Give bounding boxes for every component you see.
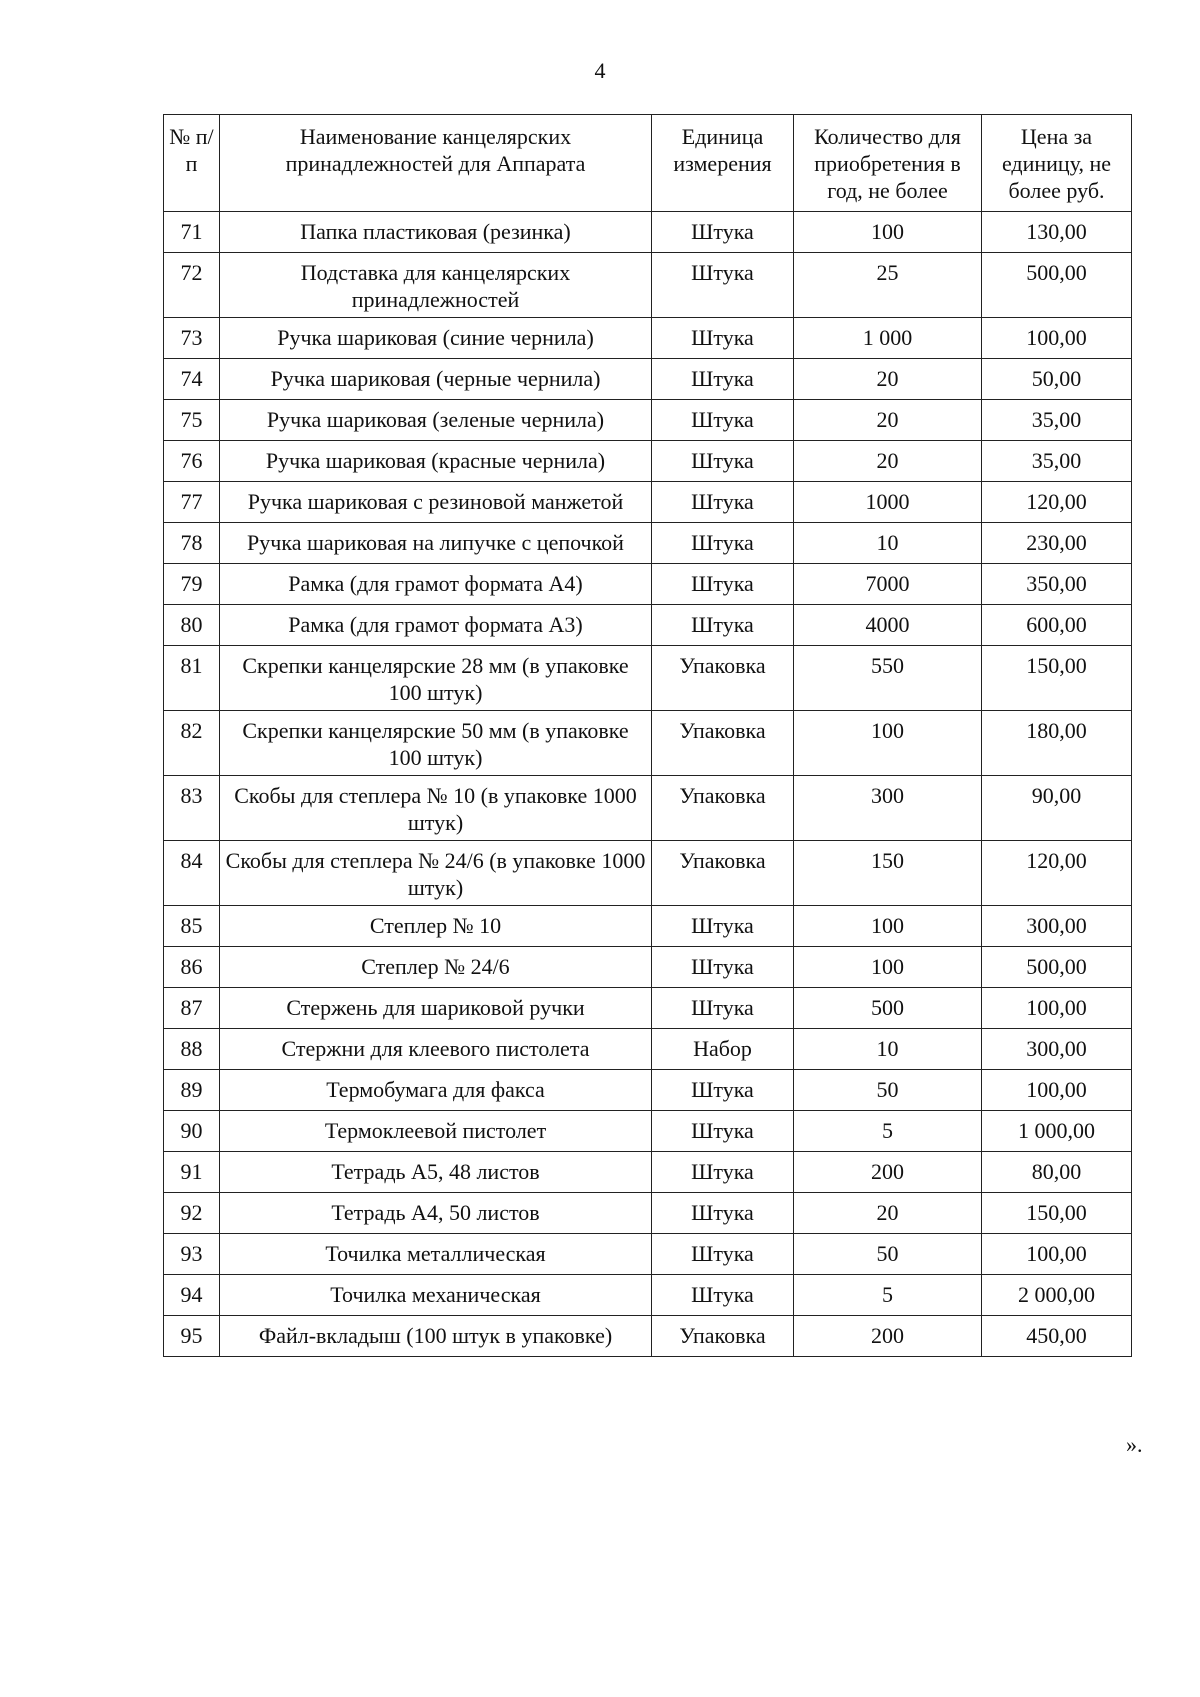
table-row [164,359,1132,400]
cell-unit: Штука [652,1070,794,1111]
cell-name: Ручка шариковая (зеленые чернила) [220,400,652,441]
cell-qty: 550 [794,646,982,711]
cell-name: Степлер № 24/6 [220,947,652,988]
cell-price: 600,00 [982,605,1132,646]
cell-name: Подставка для канцелярских принадлежностей [220,253,652,318]
cell-name: Термоклеевой пистолет [220,1111,652,1152]
cell-qty: 50 [794,1234,982,1275]
cell-qty: 10 [794,523,982,564]
cell-num: 79 [164,564,220,605]
cell-num: 74 [164,359,220,400]
cell-qty: 100 [794,906,982,947]
cell-unit: Штука [652,482,794,523]
header-price: Цена за единицу, не более руб. [982,115,1132,212]
cell-num: 88 [164,1029,220,1070]
cell-price: 450,00 [982,1316,1132,1357]
cell-unit: Штука [652,400,794,441]
cell-name: Стержень для шариковой ручки [220,988,652,1029]
closing-quote: ». [1126,1432,1143,1457]
cell-qty: 100 [794,711,982,776]
cell-qty: 100 [794,212,982,253]
table-row [164,400,1132,441]
cell-name: Файл-вкладыш (100 штук в упаковке) [220,1316,652,1357]
cell-name: Тетрадь А4, 50 листов [220,1193,652,1234]
table-row [164,212,1132,253]
cell-price: 100,00 [982,318,1132,359]
table-row [164,441,1132,482]
table-row [164,1152,1132,1193]
cell-unit: Штука [652,212,794,253]
cell-qty: 20 [794,400,982,441]
cell-name: Стержни для клеевого пистолета [220,1029,652,1070]
cell-name: Скобы для степлера № 24/6 (в упаковке 1000 штук) [220,841,652,906]
table-row [164,564,1132,605]
cell-unit: Штука [652,318,794,359]
cell-unit: Штука [652,988,794,1029]
cell-price: 150,00 [982,1193,1132,1234]
cell-qty: 4000 [794,605,982,646]
cell-price: 300,00 [982,1029,1132,1070]
cell-num: 78 [164,523,220,564]
header-num: № п/п [164,115,220,212]
cell-num: 95 [164,1316,220,1357]
cell-num: 89 [164,1070,220,1111]
cell-price: 350,00 [982,564,1132,605]
cell-unit: Штука [652,253,794,318]
table-row [164,906,1132,947]
cell-price: 130,00 [982,212,1132,253]
cell-qty: 5 [794,1111,982,1152]
table-row [164,776,1132,841]
cell-unit: Штука [652,1111,794,1152]
stationery-table [163,114,1132,1357]
cell-num: 86 [164,947,220,988]
cell-name: Точилка металлическая [220,1234,652,1275]
cell-price: 100,00 [982,1070,1132,1111]
cell-num: 84 [164,841,220,906]
cell-num: 80 [164,605,220,646]
cell-qty: 20 [794,359,982,400]
cell-name: Скрепки канцелярские 28 мм (в упаковке 100 штук) [220,646,652,711]
cell-num: 94 [164,1275,220,1316]
cell-qty: 1000 [794,482,982,523]
cell-qty: 20 [794,1193,982,1234]
cell-name: Ручка шариковая (синие чернила) [220,318,652,359]
table-row [164,482,1132,523]
table-body [164,212,1132,1357]
cell-name: Термобумага для факса [220,1070,652,1111]
table-row [164,988,1132,1029]
cell-unit: Штука [652,1275,794,1316]
header-qty: Количество для приобретения в год, не более [794,115,982,212]
cell-name: Ручка шариковая (черные чернила) [220,359,652,400]
cell-qty: 25 [794,253,982,318]
cell-unit: Штука [652,523,794,564]
cell-qty: 7000 [794,564,982,605]
cell-num: 83 [164,776,220,841]
cell-qty: 200 [794,1152,982,1193]
cell-num: 91 [164,1152,220,1193]
table-row [164,711,1132,776]
cell-name: Ручка шариковая на липучке с цепочкой [220,523,652,564]
table-row [164,1275,1132,1316]
cell-unit: Упаковка [652,841,794,906]
cell-price: 150,00 [982,646,1132,711]
table-row [164,1316,1132,1357]
cell-name: Папка пластиковая (резинка) [220,212,652,253]
cell-unit: Штука [652,564,794,605]
table-row [164,605,1132,646]
cell-price: 500,00 [982,253,1132,318]
cell-num: 82 [164,711,220,776]
cell-num: 92 [164,1193,220,1234]
cell-qty: 1 000 [794,318,982,359]
table-header-row [164,115,1132,212]
table-row [164,1234,1132,1275]
table-row [164,1029,1132,1070]
cell-name: Рамка (для грамот формата А4) [220,564,652,605]
table-row [164,646,1132,711]
cell-unit: Штука [652,441,794,482]
table-row [164,1111,1132,1152]
cell-price: 2 000,00 [982,1275,1132,1316]
cell-num: 81 [164,646,220,711]
cell-unit: Штука [652,605,794,646]
cell-num: 90 [164,1111,220,1152]
cell-name: Скобы для степлера № 10 (в упаковке 1000 штук) [220,776,652,841]
table-row [164,523,1132,564]
cell-qty: 50 [794,1070,982,1111]
cell-unit: Штука [652,906,794,947]
cell-num: 87 [164,988,220,1029]
cell-price: 120,00 [982,841,1132,906]
cell-name: Точилка механическая [220,1275,652,1316]
cell-num: 72 [164,253,220,318]
cell-price: 180,00 [982,711,1132,776]
cell-num: 85 [164,906,220,947]
table-row [164,1070,1132,1111]
table-row [164,318,1132,359]
page-number: 4 [594,58,606,83]
cell-price: 35,00 [982,400,1132,441]
cell-unit: Набор [652,1029,794,1070]
table-row [164,947,1132,988]
cell-num: 73 [164,318,220,359]
cell-price: 100,00 [982,1234,1132,1275]
cell-name: Ручка шариковая (красные чернила) [220,441,652,482]
cell-num: 75 [164,400,220,441]
cell-qty: 150 [794,841,982,906]
cell-unit: Упаковка [652,646,794,711]
cell-unit: Штука [652,1152,794,1193]
cell-unit: Упаковка [652,1316,794,1357]
cell-name: Скрепки канцелярские 50 мм (в упаковке 100 штук) [220,711,652,776]
cell-price: 80,00 [982,1152,1132,1193]
cell-price: 100,00 [982,988,1132,1029]
cell-qty: 300 [794,776,982,841]
cell-name: Ручка шариковая с резиновой манжетой [220,482,652,523]
header-name: Наименование канцелярских принадлежностей для Аппарата [220,115,652,212]
table-row [164,253,1132,318]
table-row [164,841,1132,906]
cell-unit: Штука [652,947,794,988]
cell-qty: 200 [794,1316,982,1357]
cell-price: 50,00 [982,359,1132,400]
cell-price: 1 000,00 [982,1111,1132,1152]
cell-qty: 500 [794,988,982,1029]
cell-num: 77 [164,482,220,523]
cell-price: 500,00 [982,947,1132,988]
cell-price: 300,00 [982,906,1132,947]
cell-num: 93 [164,1234,220,1275]
cell-name: Тетрадь А5, 48 листов [220,1152,652,1193]
cell-unit: Штука [652,359,794,400]
cell-name: Рамка (для грамот формата А3) [220,605,652,646]
table-row [164,1193,1132,1234]
cell-unit: Упаковка [652,711,794,776]
cell-qty: 5 [794,1275,982,1316]
cell-price: 120,00 [982,482,1132,523]
cell-name: Степлер № 10 [220,906,652,947]
header-unit: Единица измерения [652,115,794,212]
cell-price: 35,00 [982,441,1132,482]
cell-qty: 100 [794,947,982,988]
cell-price: 230,00 [982,523,1132,564]
cell-price: 90,00 [982,776,1132,841]
cell-qty: 20 [794,441,982,482]
cell-num: 71 [164,212,220,253]
cell-unit: Штука [652,1193,794,1234]
cell-qty: 10 [794,1029,982,1070]
cell-num: 76 [164,441,220,482]
cell-unit: Штука [652,1234,794,1275]
cell-unit: Упаковка [652,776,794,841]
